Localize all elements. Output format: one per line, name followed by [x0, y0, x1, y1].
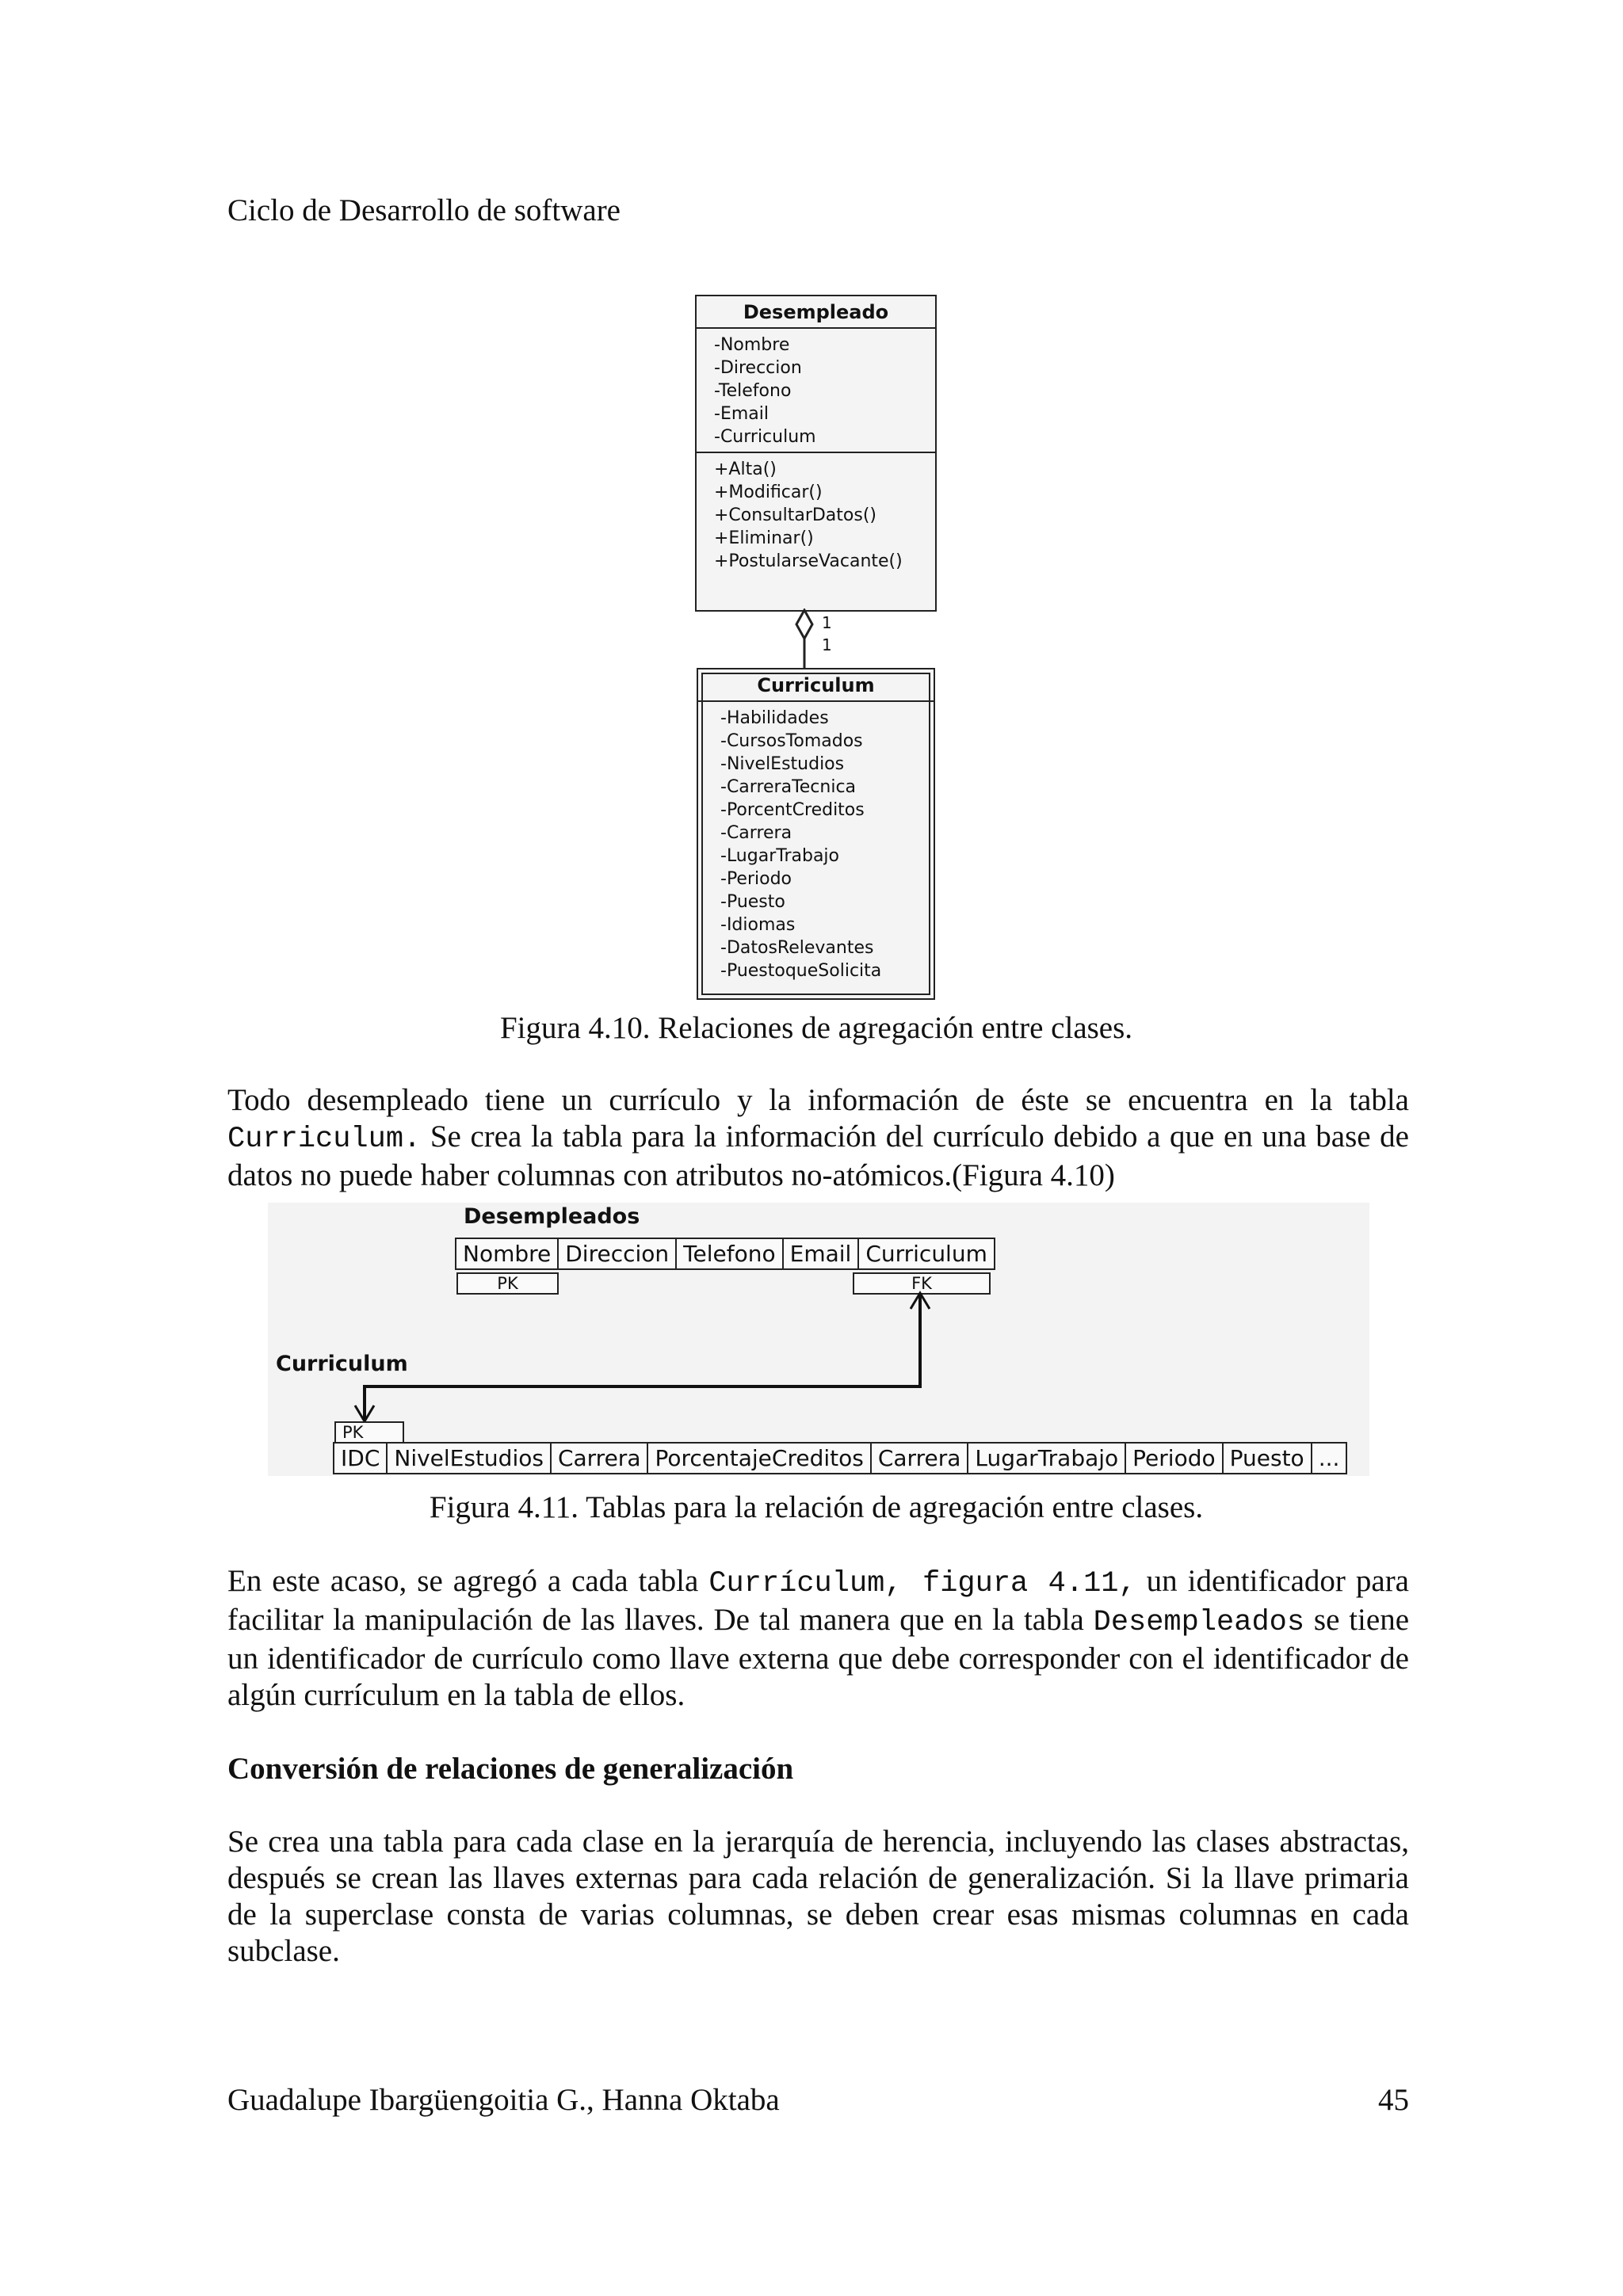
- paragraph-text: se tiene un identificador de currículo como llave externa que debe corresponder con el identificador de algún currículum en la tabla de ellos.: [227, 1603, 1410, 1712]
- figure-4-11: [268, 1203, 1369, 1476]
- page-number: 45: [1378, 2083, 1409, 2117]
- paragraph-text: En este acaso, se agregó a cada tabla: [227, 1564, 709, 1598]
- table-column: Nombre: [455, 1238, 559, 1270]
- paragraph: [227, 1563, 1409, 1714]
- uml-attribute: -Idiomas: [720, 915, 796, 935]
- figure-caption: Figura 4.11. Tablas para la relación de agregación entre clases.: [429, 1490, 1204, 1524]
- table-column: NivelEstudios: [386, 1442, 552, 1474]
- uml-method: +Modificar(): [714, 482, 823, 502]
- inline-code: Desempleados: [1093, 1606, 1305, 1639]
- uml-attribute: -Habilidades: [720, 708, 829, 728]
- uml-method: +PostularseVacante(): [714, 551, 903, 571]
- uml-attribute: -DatosRelevantes: [720, 938, 874, 958]
- table-column: Curriculum: [857, 1238, 995, 1270]
- uml-attribute: -Puesto: [720, 892, 785, 912]
- table-column: Carrera: [550, 1442, 649, 1474]
- uml-attribute: -Email: [714, 404, 769, 424]
- section-heading: Conversión de relaciones de generalización: [227, 1752, 794, 1786]
- foreign-key-marker: FK: [853, 1272, 991, 1295]
- multiplicity-label: 1: [822, 635, 832, 654]
- paragraph-text: un identificador para facilitar la manipulación de las llaves. De tal manera que en la tabla: [227, 1564, 1409, 1637]
- uml-attribute: -LugarTrabajo: [720, 846, 839, 866]
- uml-attribute: -Nombre: [714, 335, 790, 355]
- uml-methods: [697, 452, 935, 578]
- uml-attribute: -Periodo: [720, 869, 792, 889]
- uml-class-curriculum: [697, 668, 935, 1000]
- paragraph-text: Todo desempleado tiene un currículo y la información de éste se encuentra en la tabla: [227, 1083, 1409, 1117]
- uml-attributes: [697, 329, 935, 452]
- foreign-key-arrow: [268, 1203, 1369, 1476]
- table-column: ...: [1311, 1442, 1348, 1474]
- table-column: Periodo: [1125, 1442, 1223, 1474]
- inline-code: Curriculum.: [227, 1123, 422, 1156]
- table-title: Desempleados: [464, 1204, 640, 1229]
- table-title: Curriculum: [276, 1352, 408, 1376]
- uml-class-name: Desempleado: [697, 296, 935, 329]
- uml-attribute: -PorcentCreditos: [720, 800, 865, 820]
- uml-class-name: Curriculum: [698, 669, 934, 702]
- uml-attribute: -CursosTomados: [720, 731, 863, 751]
- table-column: Telefono: [675, 1238, 783, 1270]
- uml-attribute: -Direccion: [714, 358, 802, 378]
- table-column: LugarTrabajo: [967, 1442, 1126, 1474]
- inline-code: Currículum, figura 4.11,: [708, 1567, 1136, 1600]
- table-column: IDC: [333, 1442, 388, 1474]
- footer-authors: Guadalupe Ibargüengoitia G., Hanna Oktaba: [227, 2083, 780, 2117]
- table-column: Email: [782, 1238, 860, 1270]
- uml-attribute: -Carrera: [720, 823, 792, 843]
- uml-class-desempleado: [695, 295, 937, 612]
- table-column: Direccion: [557, 1238, 677, 1270]
- uml-attributes: [698, 702, 934, 987]
- table-header-row: [334, 1442, 1347, 1474]
- uml-method: +ConsultarDatos(): [714, 505, 877, 525]
- figure-caption: Figura 4.10. Relaciones de agregación entre clases.: [499, 1011, 1133, 1045]
- uml-attribute: -CarreraTecnica: [720, 777, 857, 797]
- uml-attribute: -PuestoqueSolicita: [720, 961, 882, 981]
- paragraph-text: Se crea la tabla para la información del currículo debido a que en una base de datos no puede haber columnas con atributos no-atómicos.(Figura 4.10): [227, 1119, 1409, 1192]
- uml-attribute: -Telefono: [714, 381, 792, 401]
- multiplicity-label: 1: [822, 613, 832, 632]
- aggregation-connector: [785, 608, 856, 669]
- table-column: Carrera: [870, 1442, 969, 1474]
- primary-key-marker: PK: [456, 1272, 559, 1295]
- paragraph: [227, 1082, 1409, 1194]
- running-header: Ciclo de Desarrollo de software: [227, 193, 621, 227]
- paragraph: Se crea una tabla para cada clase en la jerarquía de herencia, incluyendo las clases abstractas, después se crean las llaves externas para cada relación de generalización. Si la llave primaria de la superclase consta de varias columnas, se deben crear esas mismas columnas en cada subclase.: [227, 1825, 1409, 1968]
- table-column: PorcentajeCreditos: [647, 1442, 871, 1474]
- uml-method: +Eliminar(): [714, 528, 814, 548]
- aggregation-diamond-icon: [796, 610, 812, 639]
- uml-attribute: -NivelEstudios: [720, 754, 845, 774]
- uml-attribute: -Curriculum: [714, 427, 816, 447]
- table-column: Puesto: [1222, 1442, 1312, 1474]
- primary-key-marker: PK: [334, 1421, 404, 1444]
- uml-method: +Alta(): [714, 460, 777, 479]
